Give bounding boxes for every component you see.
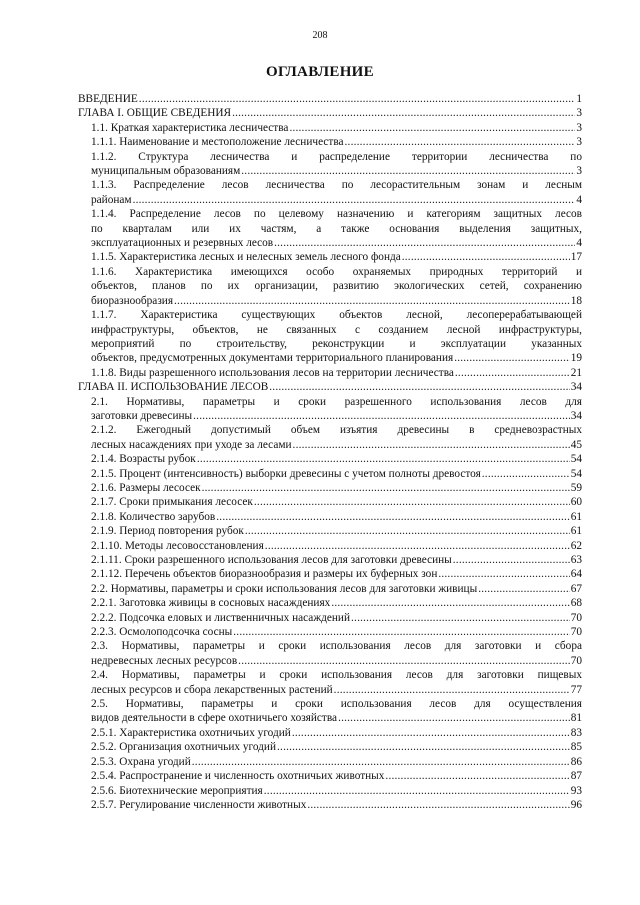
toc-entry-page-number: 59 (570, 481, 582, 494)
dot-leader (345, 135, 576, 149)
toc-entry-title: эксплуатационных и резервных лесов (91, 237, 274, 250)
toc-entry[interactable] (78, 395, 582, 424)
dot-leader (245, 524, 570, 538)
toc-entry-page-number: 70 (570, 654, 582, 667)
toc-entry-line (91, 524, 582, 538)
toc-entry-line (91, 711, 582, 725)
toc-entry-title: видов деятельности в сфере охотничьего хозяйства (91, 712, 338, 725)
toc-entry-line (91, 438, 582, 452)
toc-entry-page-number: 83 (570, 726, 582, 739)
toc-entry-page-number: 67 (570, 582, 582, 595)
toc-entry-line (91, 755, 582, 769)
toc-entry-title: ВВЕДЕНИЕ (78, 93, 138, 105)
toc-entry-text-line: 2.5. Нормативы, параметры и сроки использования лесов для осуществления (91, 698, 582, 711)
toc-entry-page-number: 21 (570, 366, 582, 379)
toc-entry-title: 2.1.7. Сроки примыкания лесосек (91, 496, 253, 509)
toc-entry[interactable] (78, 798, 582, 812)
toc-entry-line (91, 798, 582, 812)
dot-leader (192, 755, 570, 769)
toc-entry-title: 2.1.10. Методы лесовосстановления (91, 539, 264, 552)
toc-entry-title: 2.5.3. Охрана угодий (91, 755, 191, 768)
toc-entry-line (78, 380, 582, 394)
toc-entry[interactable] (78, 740, 582, 754)
toc-entry[interactable] (78, 92, 582, 106)
toc-entry-line (91, 740, 582, 754)
toc-entry-title: 1.1.1. Наименование и местоположение лесничества (91, 136, 344, 149)
dot-leader (351, 611, 570, 625)
toc-entry[interactable] (78, 135, 582, 149)
toc-entry-line (91, 510, 582, 524)
toc-entry-page-number: 18 (570, 294, 582, 307)
toc-entry-line (91, 121, 582, 135)
toc-entry-text-line: мероприятий по строительству, реконструкции и эксплуатации указанных (91, 337, 582, 350)
toc-entry-title: 2.2. Нормативы, параметры и сроки использования лесов для заготовки живицы (91, 582, 478, 595)
toc-entry[interactable] (78, 567, 582, 581)
toc-entry-title: объектов, предусмотренных документами территориального планирования (91, 352, 454, 365)
toc-entry-line (91, 539, 582, 553)
toc-entry[interactable] (78, 366, 582, 380)
toc-entry-text-line: инфраструктуры, объектов, не связанных с созданием лесной инфраструктуры, (91, 323, 582, 336)
dot-leader (277, 740, 570, 754)
toc-entry[interactable] (78, 265, 582, 308)
toc-entry-text-line: 1.1.3. Распределение лесов лесничества по лесорастительным зонам и лесным (91, 179, 582, 192)
toc-entry-page-number: 3 (576, 165, 582, 178)
dot-leader (233, 625, 569, 639)
table-of-contents (78, 92, 582, 812)
toc-entry-line (78, 106, 582, 120)
toc-entry-line (91, 250, 582, 264)
toc-entry-title: 2.5.4. Распространение и численность охотничьих животных (91, 770, 385, 783)
toc-entry-title: 2.5.1. Характеристика охотничьих угодий (91, 726, 291, 739)
toc-entry-page-number: 4 (576, 237, 582, 250)
toc-entry-page-number: 77 (570, 683, 582, 696)
dot-leader (265, 539, 570, 553)
toc-entry-page-number: 45 (570, 438, 582, 451)
toc-entry-title: лесных ресурсов и сбора лекарственных растений (91, 683, 333, 696)
toc-entry-page-number: 85 (570, 741, 582, 754)
toc-entry-line (91, 625, 582, 639)
dot-leader (139, 92, 576, 106)
toc-entry-title: 2.1.9. Период повторения рубок (91, 525, 244, 538)
dot-leader (478, 582, 570, 596)
toc-entry-page-number: 34 (570, 381, 582, 394)
toc-entry-page-number: 96 (570, 798, 582, 811)
dot-leader (238, 654, 570, 668)
toc-entry[interactable] (78, 755, 582, 769)
toc-entry[interactable] (78, 178, 582, 207)
toc-entry-title: заготовки древесины (91, 409, 193, 422)
toc-entry-text-line: 2.1. Нормативы, параметры и сроки разрешенного использования лесов для (91, 395, 582, 408)
toc-entry-title: ГЛАВА II. ИСПОЛЬЗОВАНИЕ ЛЕСОВ (78, 381, 269, 394)
toc-entry[interactable] (78, 639, 582, 668)
toc-entry[interactable] (78, 510, 582, 524)
dot-leader (254, 495, 570, 509)
toc-entry-page-number: 62 (570, 539, 582, 552)
toc-entry-line (91, 467, 582, 481)
toc-entry-title: 1.1.5. Характеристика лесных и нелесных земель лесного фонда (91, 251, 401, 264)
toc-entry[interactable] (78, 481, 582, 495)
toc-entry[interactable] (78, 697, 582, 726)
toc-entry-page-number: 68 (570, 597, 582, 610)
toc-entry[interactable] (78, 625, 582, 639)
toc-entry-page-number: 81 (570, 712, 582, 725)
dot-leader (232, 106, 575, 120)
toc-entry-line (91, 611, 582, 625)
toc-entry-line (91, 726, 582, 740)
dot-leader (385, 769, 569, 783)
toc-entry-page-number: 54 (570, 467, 582, 480)
toc-entry-line (91, 683, 582, 697)
toc-entry-title: 2.5.6. Биотехнические мероприятия (91, 784, 263, 797)
dot-leader (193, 409, 570, 423)
toc-entry-page-number: 19 (570, 352, 582, 365)
toc-entry-line (91, 495, 582, 509)
toc-entry-title: недревесных лесных ресурсов (91, 654, 238, 667)
toc-entry-title: 2.5.2. Организация охотничьих угодий (91, 741, 277, 754)
toc-entry-text-line: 1.1.4. Распределение лесов по целевому назначению и категориям защитных лесов (91, 208, 582, 221)
toc-entry-title: 1.1.8. Виды разрешенного использования лесов на территории лесничества (91, 366, 454, 379)
toc-entry[interactable] (78, 467, 582, 481)
toc-entry[interactable] (78, 596, 582, 610)
toc-entry-line (91, 582, 582, 596)
toc-entry-title: 2.1.5. Процент (интенсивность) выборки древесины с учетом полноты древостоя (91, 467, 481, 480)
page-title: ОГЛАВЛЕНИЕ (266, 64, 374, 80)
toc-entry-line (91, 596, 582, 610)
toc-entry[interactable] (78, 150, 582, 179)
toc-entry-text-line: 2.4. Нормативы, параметры и сроки использования лесов для заготовки пищевых (91, 669, 582, 682)
toc-entry-page-number: 64 (570, 568, 582, 581)
toc-entry-line (91, 481, 582, 495)
toc-entry-line (91, 567, 582, 581)
toc-entry[interactable] (78, 423, 582, 452)
dot-leader (293, 438, 570, 452)
toc-entry-title: 2.2.1. Заготовка живицы в сосновых насаждениях (91, 597, 331, 610)
toc-entry-page-number: 87 (570, 770, 582, 783)
toc-entry-line (91, 452, 582, 466)
toc-entry-page-number: 70 (570, 611, 582, 624)
dot-leader (331, 596, 569, 610)
toc-entry-page-number: 61 (570, 510, 582, 523)
dot-leader (334, 683, 570, 697)
dot-leader (292, 726, 570, 740)
toc-entry-page-number: 86 (570, 755, 582, 768)
toc-entry-page-number: 3 (576, 107, 582, 120)
toc-entry-title: 2.5.7. Регулирование численности животных (91, 798, 307, 811)
dot-leader (453, 553, 570, 567)
toc-entry-page-number: 3 (576, 121, 582, 134)
toc-entry[interactable] (78, 250, 582, 264)
toc-entry-line (91, 409, 582, 423)
toc-entry-line (91, 784, 582, 798)
toc-entry-line (91, 654, 582, 668)
dot-leader (216, 510, 569, 524)
dot-leader (202, 481, 570, 495)
toc-entry-line (78, 92, 582, 106)
dot-leader (133, 193, 576, 207)
toc-entry[interactable] (78, 784, 582, 798)
toc-entry-page-number: 3 (576, 136, 582, 149)
toc-entry-title: 2.1.8. Количество зарубов (91, 510, 216, 523)
dot-leader (402, 250, 570, 264)
toc-entry-text-line: 1.1.2. Структура лесничества и распределение территории лесничества по (91, 150, 582, 163)
toc-entry-page-number: 54 (570, 453, 582, 466)
toc-entry-text-line: объектов, планов по их организации, развитию экологических сетей, сохранению (91, 280, 582, 293)
toc-entry-title: 2.1.11. Сроки разрешенного использования лесов для заготовки древесины (91, 554, 452, 566)
toc-entry-text-line: 1.1.7. Характеристика существующих объектов лесной, лесоперерабатывающей (91, 309, 582, 322)
toc-entry-line (91, 553, 582, 567)
toc-entry-page-number: 61 (570, 525, 582, 538)
toc-entry[interactable] (78, 207, 582, 250)
toc-entry-title: районам (91, 193, 132, 206)
toc-entry-line (91, 135, 582, 149)
dot-leader (264, 784, 570, 798)
toc-entry-line (91, 769, 582, 783)
toc-entry[interactable] (78, 668, 582, 697)
dot-leader (274, 236, 575, 250)
toc-entry-page-number: 34 (570, 409, 582, 422)
toc-entry-title: 2.2.2. Подсочка еловых и лиственничных насаждений (91, 611, 351, 624)
toc-entry-line (91, 164, 582, 178)
dot-leader (307, 798, 569, 812)
toc-entry-title: 2.1.12. Перечень объектов биоразнообразия и размеры их буферных зон (91, 568, 438, 581)
toc-entry-title: 2.1.6. Размеры лесосек (91, 481, 201, 494)
toc-entry[interactable] (78, 452, 582, 466)
toc-entry-text-line: 1.1.6. Характеристика имеющихся особо охраняемых природных территорий и (91, 265, 582, 278)
toc-entry-line (91, 351, 582, 365)
toc-entry[interactable] (78, 611, 582, 625)
dot-leader (455, 366, 570, 380)
dot-leader (241, 164, 575, 178)
toc-entry[interactable] (78, 539, 582, 553)
toc-entry-title: ГЛАВА I. ОБЩИЕ СВЕДЕНИЯ (78, 107, 232, 120)
dot-leader (289, 121, 575, 135)
toc-entry[interactable] (78, 726, 582, 740)
dot-leader (197, 452, 570, 466)
toc-entry-line (91, 236, 582, 250)
toc-entry-page-number: 63 (570, 554, 582, 566)
toc-entry-title: 1.1. Краткая характеристика лесничества (91, 121, 289, 134)
toc-entry[interactable] (78, 769, 582, 783)
toc-entry-title: биоразнообразия (91, 294, 174, 307)
toc-entry-title: муниципальным образованиям (91, 165, 241, 178)
toc-entry-line (91, 193, 582, 207)
dot-leader (454, 351, 570, 365)
toc-entry[interactable] (78, 582, 582, 596)
toc-entry[interactable] (78, 121, 582, 135)
toc-entry-line (91, 366, 582, 380)
toc-entry-page-number: 60 (570, 496, 582, 509)
toc-entry-text-line: по кварталам или их частям, а также основания выделения защитных, (91, 222, 582, 235)
toc-entry-title: лесных насаждениях при уходе за лесами (91, 438, 292, 451)
dot-leader (338, 711, 570, 725)
toc-entry-text-line: 2.3. Нормативы, параметры и сроки использования лесов для заготовки и сбора (91, 640, 582, 653)
toc-entry-line (91, 294, 582, 308)
dot-leader (438, 567, 569, 581)
dot-leader (174, 294, 570, 308)
toc-entry-page-number: 4 (576, 193, 582, 206)
toc-entry-page-number: 70 (570, 626, 582, 639)
toc-entry-title: 2.2.3. Осмолоподсочка сосны (91, 626, 233, 639)
dot-leader (482, 467, 570, 481)
toc-entry-text-line: 2.1.2. Ежегодный допустимый объем изъятия древесины в средневозрастных (91, 424, 582, 437)
toc-entry-title: 2.1.4. Возрасты рубок (91, 453, 196, 466)
toc-entry-page-number: 1 (576, 93, 582, 105)
toc-entry[interactable] (78, 106, 582, 120)
toc-entry[interactable] (78, 308, 582, 366)
toc-entry-page-number: 17 (570, 251, 582, 264)
toc-entry[interactable] (78, 524, 582, 538)
toc-entry[interactable] (78, 380, 582, 394)
toc-entry[interactable] (78, 553, 582, 567)
toc-entry[interactable] (78, 495, 582, 509)
toc-entry-page-number: 93 (570, 784, 582, 797)
page-number: 208 (312, 30, 328, 41)
dot-leader (269, 380, 569, 394)
